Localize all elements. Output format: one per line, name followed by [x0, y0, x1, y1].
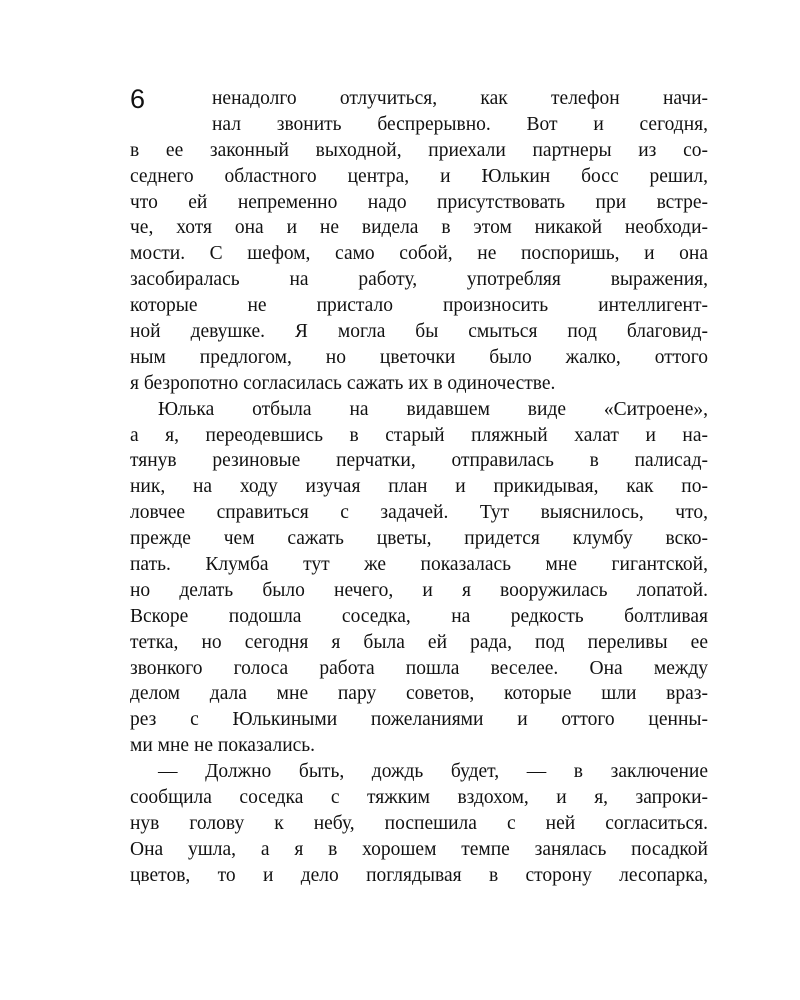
text-line: Вскоре подошла соседка, на редкость болтливая — [130, 605, 708, 627]
text-line: ненадолго отлучиться, как телефон начи- — [212, 88, 708, 109]
text-line: седнего областного центра, и Юлькин босс решил, — [130, 165, 708, 187]
text-line: ми мне не показались. — [130, 735, 316, 757]
text-line: засобиралась на работу, употребляя выражения, — [130, 269, 708, 291]
text-line: Юлька отбыла на видавшем виде «Ситроене», — [158, 398, 708, 420]
body-text — [130, 86, 708, 889]
text-line: делом дала мне пару советов, которые шли враз- — [130, 683, 708, 705]
text-line: ным предлогом, но цветочки было жалко, оттого — [130, 346, 708, 368]
text-line: мости. С шефом, само собой, не поспоришь, и она — [130, 243, 708, 265]
text-line: звонкого голоса работа пошла веселее. Она между — [130, 657, 708, 679]
text-line: что ей непременно надо присутствовать при встре- — [130, 191, 708, 213]
page-number: 6 — [130, 84, 146, 114]
text-line: прежде чем сажать цветы, придется клумбу вско- — [130, 528, 708, 550]
text-line: тетка, но сегодня я была ей рада, под переливы ее — [130, 631, 708, 653]
text-line: я безропотно согласилась сажать их в одиночестве. — [130, 372, 556, 394]
text-line: — Должно быть, дождь будет, — в заключение — [158, 761, 708, 783]
text-line: в ее законный выходной, приехали партнеры из со- — [130, 139, 708, 161]
text-line: но делать было нечего, и я вооружилась лопатой. — [130, 579, 708, 601]
text-line: которые не пристало произносить интеллигент- — [130, 295, 708, 317]
text-line: ной девушке. Я могла бы смыться под благовид- — [130, 321, 708, 343]
text-line: нал звонить беспрерывно. Вот и сегодня, — [212, 113, 708, 135]
text-line: ник, на ходу изучая план и прикидывая, как по- — [130, 476, 708, 498]
text-line: цветов, то и дело поглядывая в сторону лесопарка, — [130, 864, 708, 886]
text-line: рез с Юлькиными пожеланиями и оттого ценны- — [130, 709, 708, 731]
text-line: Она ушла, а я в хорошем темпе занялась посадкой — [130, 838, 708, 860]
text-line: тянув резиновые перчатки, отправилась в палисад- — [130, 450, 708, 472]
text-line: сообщила соседка с тяжким вздохом, и я, запроки- — [130, 787, 708, 809]
text-line: че, хотя она и не видела в этом никакой необходи- — [130, 217, 708, 239]
text-line: нув голову к небу, поспешила с ней согласиться. — [130, 812, 708, 834]
text-line: ловчее справиться с задачей. Тут выяснилось, что, — [130, 502, 708, 524]
text-line: а я, переодевшись в старый пляжный халат и на- — [130, 424, 708, 446]
text-line: пать. Клумба тут же показалась мне гигантской, — [130, 554, 708, 576]
